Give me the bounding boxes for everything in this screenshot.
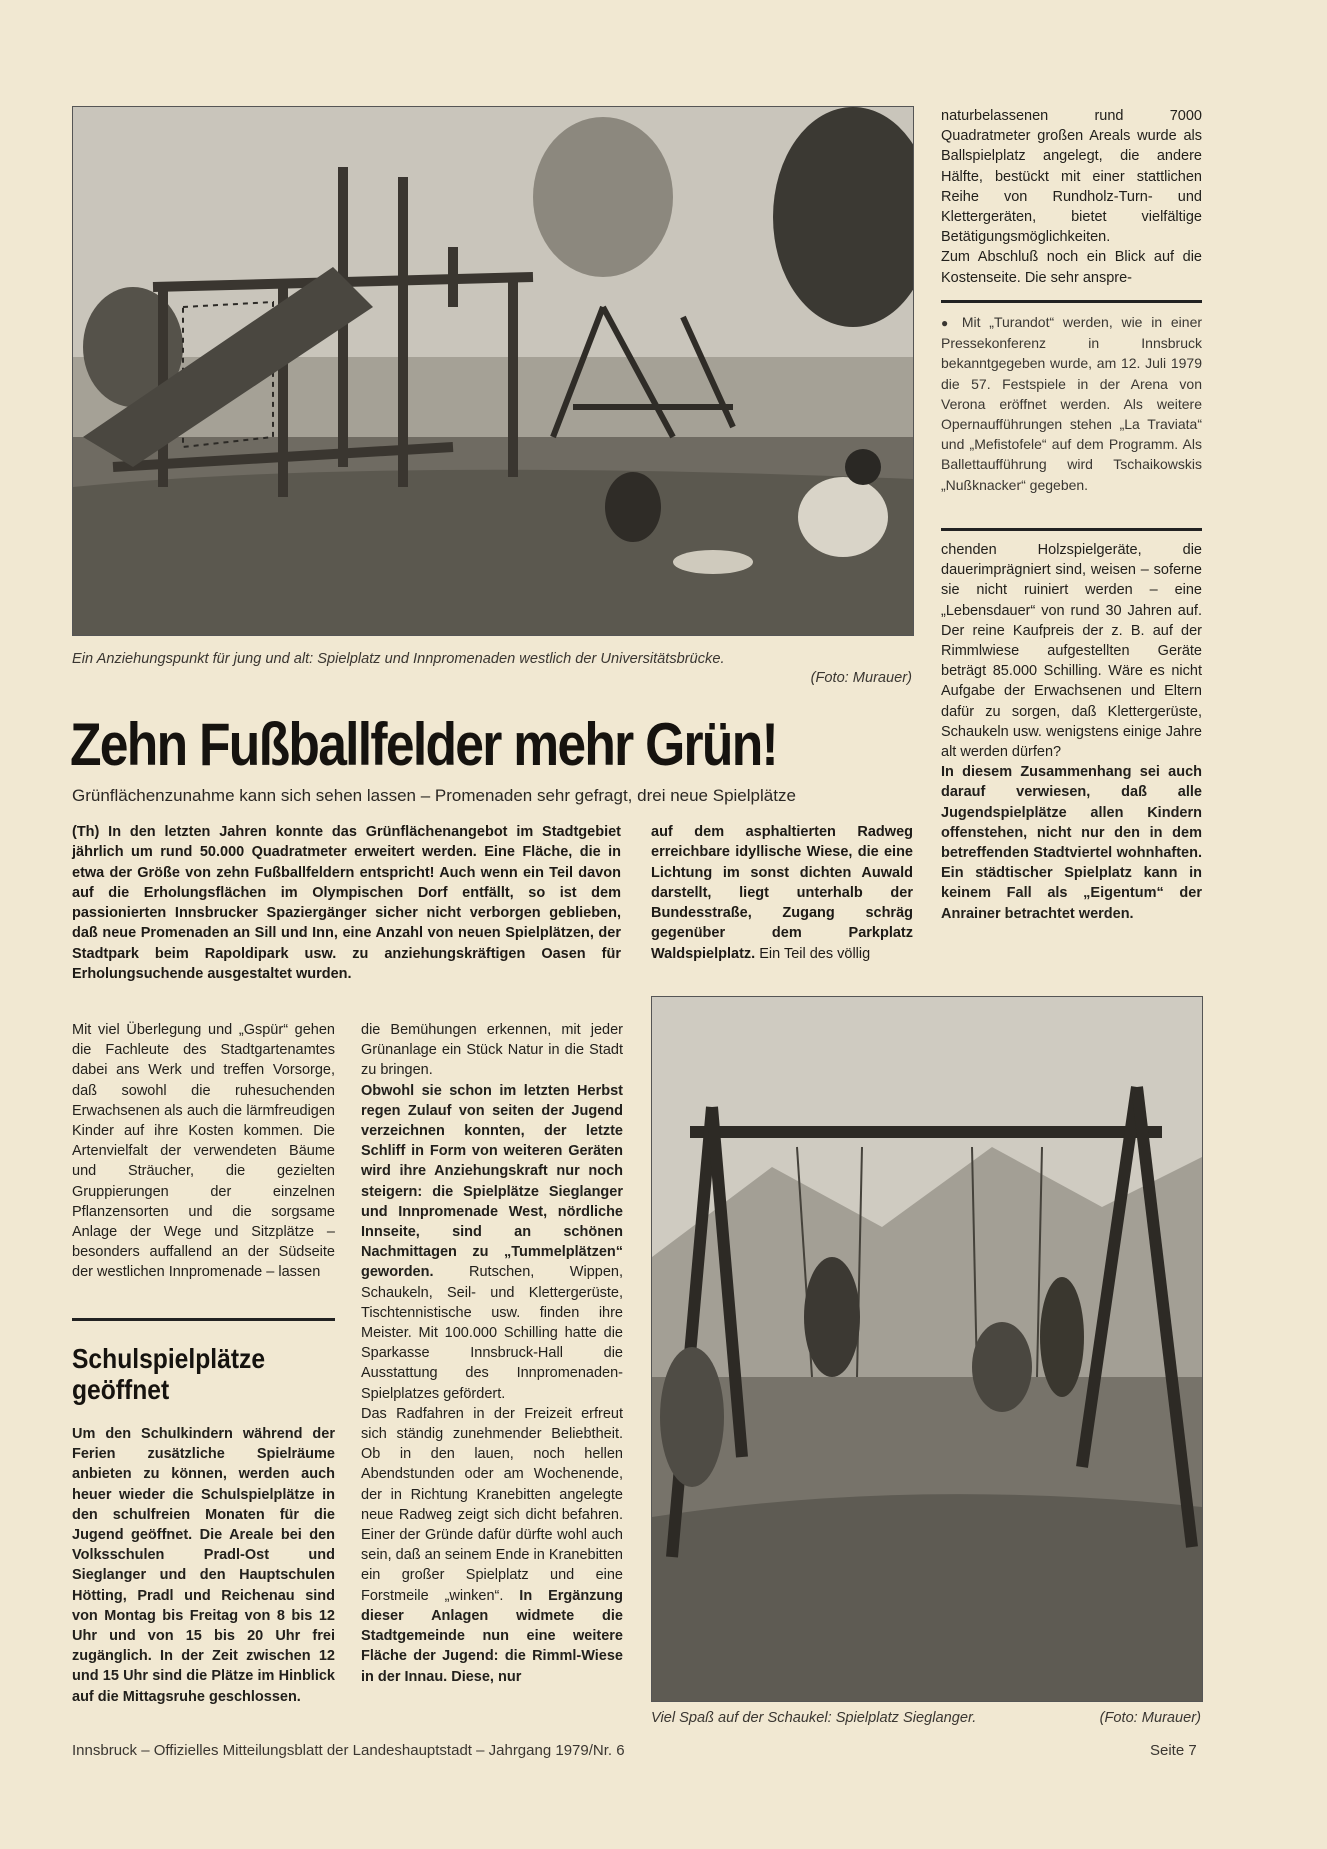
right-p4: In diesem Zusammenhang sei auch darauf verwiesen, daß alle Jugendspielplätze allen Kindern offenstehen, nicht nur den in dem betreffenden Stadtviertel wohnhaften. Ein städtischer Spielplatz kann in keinem Fall als „Eigentum“ der Anrainer betrachtet werden. — [941, 764, 1202, 922]
subhead-line-1: Schulspielplätze — [72, 1343, 266, 1374]
col2-p1: die Bemühungen erkennen, mit jeder Grünanlage ein Stück Natur in die Stadt zu bringen. — [361, 1022, 623, 1079]
photo-caption-bottom — [651, 1709, 1201, 1728]
divider-subhead — [72, 1318, 335, 1321]
col1b-text: Um den Schulkindern während der Ferien zusätzliche Spielräume anbieten zu können, werden auch heuer wieder die Schulspielplätze in den schulfreien Monaten für die Jugend geöffnet. Die Areale bei den Volksschulen Pradl-Ost und Sieglanger und den Hauptschulen Hötting, Pradl und Reichenau sind von Montag bis Freitag von 8 bis 12 Uhr und von 15 bis 20 Uhr frei zugänglich. In der Zeit zwischen 12 und 15 Uhr sind die Plätze im Hinblick auf die Mittagsruhe geschlossen. — [72, 1426, 335, 1705]
col2-p4: Das Radfahren in der Freizeit erfreut sich ständig zunehmender Beliebtheit. Ob in den lauen, noch hellen Abendstunden oder am Wochenende, der in Richtung Kranebitten angelegte neue Radweg zeigt sich dicht befahren. Einer der Gründe dafür dürfte wohl auch sein, daß an seinem Ende in Kranebitten ein großer Spielplatz und eine Forstmeile „winken“. — [361, 1405, 623, 1604]
playground-photo-top — [72, 106, 914, 636]
playground-illustration — [73, 107, 913, 635]
col2-p5: In Ergänzung dieser Anlagen widmete die Stadtgemeinde nun eine weitere Fläche der Jugend: die Rimml-Wiese in der Innau. Diese, nur — [361, 1587, 624, 1685]
headline-block — [70, 712, 920, 778]
right-column-top — [941, 106, 1202, 288]
column-1 — [72, 1020, 335, 1283]
lead-cont-bold: auf dem asphaltierten Radweg erreichbare idyllische Wiese, die eine Lichtung im sonst dichten Auwald darstellt, liegt unterhalb der Bundesstraße, Zugang schräg gegenüber dem Parkplatz Waldspielplatz. — [651, 824, 913, 962]
photo-credit-bottom: (Foto: Murauer) — [1099, 1710, 1201, 1726]
page-number: Seite 7 — [1150, 1742, 1197, 1759]
swing-photo-bottom — [651, 996, 1203, 1702]
subhead-line-2: geöffnet — [72, 1374, 170, 1405]
col2-p3: Rutschen, Wippen, Schaukeln, Seil- und Klettergerüste, Tischtennistische usw. finden ihre Meister. Mit 100.000 Schilling hatte die Sparkasse Innsbruck-Hall die Ausstattung des Innpromenaden-Spielplatzes gefördert. — [361, 1264, 623, 1402]
column-2 — [361, 1020, 623, 1687]
subhead-block — [72, 1343, 335, 1405]
divider-box-bottom — [941, 528, 1202, 531]
col2-p2: Obwohl sie schon im letzten Herbst regen Zulauf von seiten der Jugend verzeichnen konnten, der letzte Schliff in Form von weiteren Geräten wird ihre Anziehungskraft nur noch steigern: die Spielplätze Sieglanger und Innpromenade West, nördliche Innseite, sind an schönen Nachmittagen zu „Tummelplätzen“ geworden. — [361, 1082, 623, 1281]
right-p3: chenden Holzspielgeräte, die dauerimprägniert sind, weisen – soferne sie nicht ruiniert werden – eine „Lebensdauer“ von rund 30 Jahren auf. Der reine Kaufpreis der z. B. auf der Rimmlwiese aufgestellten Geräte beträgt 85.000 Schilling. Wäre es nicht Aufgabe der Erwachsenen und Eltern dafür zu sorgen, daß Klettergerüste, Schaukeln usw. wenigstens einige Jahre alt werden dürfen? — [941, 542, 1202, 761]
footer-left: Innsbruck – Offizielles Mitteilungsblatt der Landeshauptstadt – Jahrgang 1979/Nr. 6 — [72, 1742, 625, 1759]
headline: Zehn Fußballfelder mehr Grün! — [70, 711, 777, 778]
photo-credit: (Foto: Murauer) — [810, 670, 912, 686]
photo-caption-top — [72, 650, 912, 688]
box-text: Mit „Turandot“ werden, wie in einer Pressekonferenz in Innsbruck bekanntgegeben wurde, am 12. Juli 1979 die 57. Festspiele in der Arena von Verona eröffnet werden. Als weitere Opernaufführungen stehen „La Traviata“ und „Mefistofele“ auf dem Programm. Als Ballettaufführung wird Tschaikowskis „Nußknacker“ gegeben. — [941, 314, 1203, 493]
lead-paragraph: (Th) In den letzten Jahren konnte das Grünflächenangebot im Stadtgebiet jährlich um rund 50.000 Quadratmeter erweitert werden. Eine Fläche, die in etwa der Größe von zehn Fußballfeldern entspricht! Auch wenn ein Teil davon auf die Erholungsflächen im Olympischen Dorf entfällt, so ist dem passionierten Innsbrucker Spaziergänger sicher nicht verborgen geblieben, daß neue Promenaden an Sill und Inn, eine Anzahl von neuen Spielplätzen, der Stadtpark beim Rapoldipark usw. zu anziehungskräftigen Oasen für Erholungsuchende ausgestaltet wurden. — [72, 824, 621, 983]
swing-illustration — [652, 997, 1202, 1701]
lead-continuation — [651, 822, 913, 964]
news-box — [941, 312, 1202, 495]
caption-text: Ein Anziehungspunkt für jung und alt: Spielplatz und Innpromenaden westlich der Universitätsbrücke. — [72, 651, 725, 667]
right-p1: naturbelassenen rund 7000 Quadratmeter großen Areals wurde als Ballspielplatz angelegt, die andere Hälfte, bestückt mit einer stattlichen Reihe von Rundholz-Turn- und Klettergeräten, bietet vielfältige Betätigungsmöglichkeiten. — [941, 108, 1202, 246]
divider-box-top — [941, 300, 1202, 303]
column-1b — [72, 1424, 335, 1707]
right-p2: Zum Abschluß noch ein Blick auf die Kostenseite. Die sehr anspre- — [941, 249, 1202, 286]
right-column-bottom — [941, 540, 1202, 924]
lead-cont-normal: Ein Teil des völlig — [755, 945, 871, 962]
caption-text-bottom: Viel Spaß auf der Schaukel: Spielplatz Sieglanger. — [651, 1710, 977, 1726]
subheadline: Grünflächenzunahme kann sich sehen lassen – Promenaden sehr gefragt, drei neue Spielplätze — [72, 786, 796, 805]
col1-text: Mit viel Überlegung und „Gspür“ gehen die Fachleute des Stadtgartenamtes dabei ans Werk und treffen Vorsorge, daß sowohl die ruhesuchenden Erwachsenen als auch die lärmfreudigen Kinder auf ihre Kosten kommen. Die Artenvielfalt der verwendeten Bäume und Sträucher, die gezielten Gruppierungen der einzelnen Pflanzensorten und die sorgsame Anlage der Wege und Sitzplätze – besonders auffallend an der Südseite der westlichen Innpromenade – lassen — [72, 1022, 335, 1281]
bullet-icon: ● — [941, 316, 954, 330]
